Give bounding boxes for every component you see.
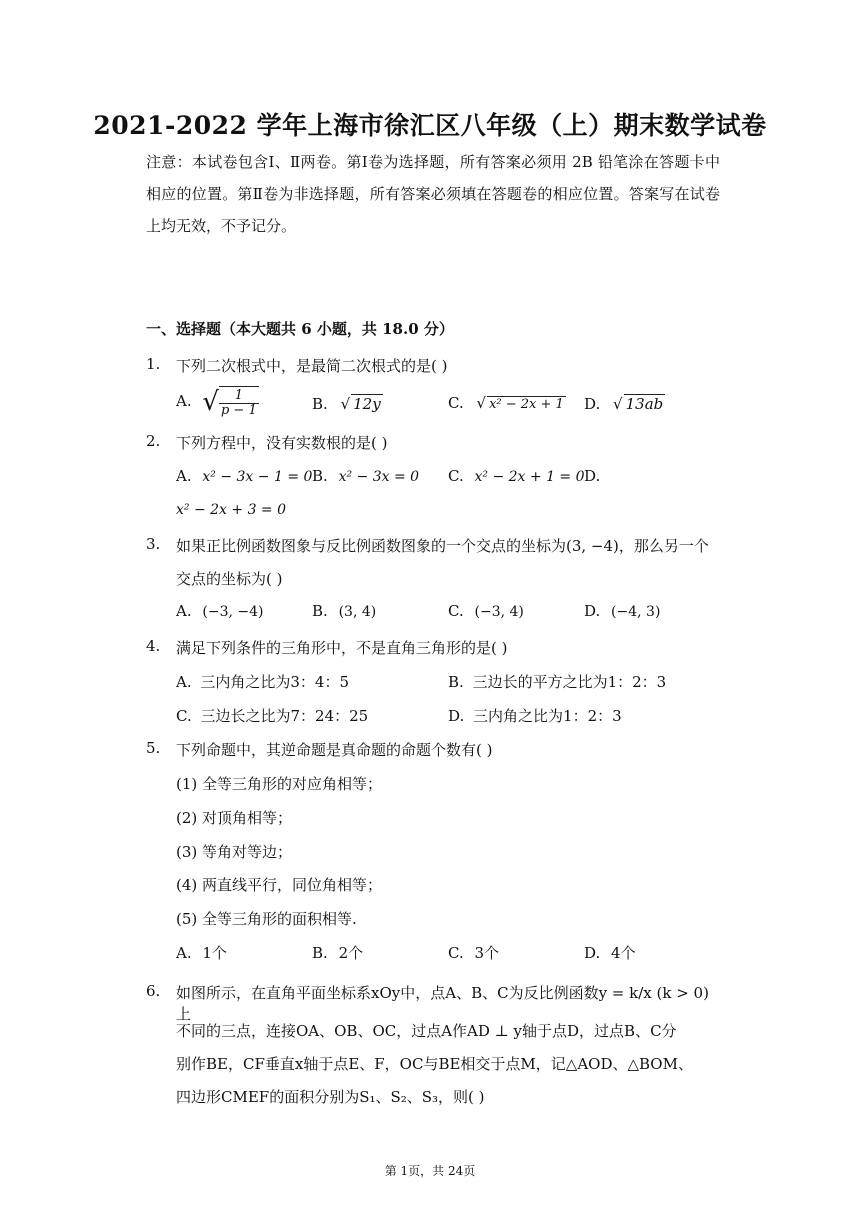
option-c[interactable] <box>448 394 566 412</box>
question-text-line: 四边形CMEF的面积分别为S₁、S₂、S₃，则( ) <box>176 1088 485 1106</box>
radicand: 12y <box>353 395 381 413</box>
option-label: B. <box>312 602 328 620</box>
proposition-item: (2) 对顶角相等； <box>176 809 293 827</box>
option-label: D. <box>584 395 601 413</box>
option-label: D. <box>448 707 465 725</box>
radicand: 13ab <box>625 395 664 413</box>
page-footer: 第 1页，共 24页 <box>384 1164 476 1178</box>
option-body: (−3, 4) <box>474 604 524 620</box>
question-text: 下列命题中，其逆命题是真命题的命题个数有( ) <box>176 741 493 759</box>
option-body: 4个 <box>611 944 636 962</box>
question-number: 5. <box>146 739 161 757</box>
option-label: D. <box>584 602 601 620</box>
option-label: B. <box>312 395 328 413</box>
option-body: x² − 2x + 1 = 0 <box>474 469 585 485</box>
option-body: 三内角之比为1：2：3 <box>473 707 622 725</box>
option-body: (3, 4) <box>338 604 377 620</box>
option-d[interactable] <box>584 394 665 413</box>
fraction-numerator: 1 <box>219 389 259 404</box>
question-text-line1: 如果正比例函数图象与反比例函数图象的一个交点的坐标为(3, −4)，那么另一个 <box>176 537 709 555</box>
sqrt-sign: √ <box>340 395 351 413</box>
radicand: x² − 2x + 1 <box>489 397 564 412</box>
option-a[interactable] <box>176 942 227 963</box>
sqrt-sign: √ <box>613 395 623 413</box>
option-a[interactable] <box>176 386 259 418</box>
option-b[interactable] <box>448 671 666 692</box>
option-b[interactable] <box>312 942 363 963</box>
option-a[interactable] <box>176 467 312 485</box>
option-label: A. <box>176 467 192 485</box>
option-d[interactable] <box>584 942 636 963</box>
sqrt-sign: √ <box>476 394 487 412</box>
option-body: 1个 <box>202 944 227 962</box>
option-c[interactable] <box>176 705 368 726</box>
option-label: C. <box>448 467 464 485</box>
option-body: 三边长的平方之比为1：2：3 <box>472 673 667 691</box>
option-body: x² − 3x − 1 = 0 <box>202 469 313 485</box>
option-label: C. <box>448 602 464 620</box>
option-body: (−3, −4) <box>202 604 264 620</box>
option-d[interactable] <box>584 467 600 485</box>
option-body: 三内角之比为3：4：5 <box>200 673 350 691</box>
option-body: (−4, 3) <box>611 604 661 620</box>
proposition-item: (1) 全等三角形的对应角相等； <box>176 775 383 793</box>
question-number: 4. <box>146 637 161 655</box>
question-text-line2: 交点的坐标为( ) <box>176 570 283 588</box>
option-b[interactable] <box>312 394 383 413</box>
question-text-line: 如图所示，在直角平面坐标系xOy中，点A、B、C为反比例函数y = k/x (k > 0)上 <box>176 984 709 1023</box>
question-text: 满足下列条件的三角形中，不是直角三角形的是( ) <box>176 639 508 657</box>
option-d[interactable] <box>584 602 660 620</box>
option-label: B. <box>312 467 328 485</box>
question-number: 3. <box>146 535 161 553</box>
option-a[interactable] <box>176 602 264 620</box>
option-a[interactable] <box>176 671 349 692</box>
option-label: A. <box>176 673 192 691</box>
option-label: C. <box>448 944 464 962</box>
option-label: B. <box>312 944 328 962</box>
question-text: 下列二次根式中，是最简二次根式的是( ) <box>176 357 448 375</box>
option-body: 三边长之比为7：24：25 <box>200 707 369 725</box>
notice-paragraph: 注意：本试卷包含Ⅰ、Ⅱ两卷。第Ⅰ卷为选择题，所有答案必须用 2B 铅笔涂在答题卡中相应的位置。第Ⅱ卷为非选择题，所有答案必须填在答题卷的相应位置。答案写在试卷上均无效，不予记分。 <box>146 153 720 235</box>
option-body: x² − 3x = 0 <box>338 469 420 485</box>
question-number: 1. <box>146 355 161 373</box>
option-body: 2个 <box>338 944 364 962</box>
question-text-line: 别作BE，CF垂直x轴于点E、F，OC与BE相交于点M，记△AOD、△BOM、 <box>176 1055 693 1073</box>
proposition-item: (4) 两直线平行，同位角相等； <box>176 876 383 894</box>
option-label: A. <box>176 602 192 620</box>
fraction-denominator: p − 1 <box>220 403 257 418</box>
proposition-item: (3) 等角对等边； <box>176 843 293 861</box>
option-label: B. <box>448 673 464 691</box>
option-body: 3个 <box>474 944 500 962</box>
option-c[interactable] <box>448 602 524 620</box>
option-b[interactable] <box>312 602 376 620</box>
question-number: 6. <box>146 982 161 1000</box>
option-b[interactable] <box>312 467 419 485</box>
option-label: D. <box>584 467 601 485</box>
option-label: C. <box>176 707 192 725</box>
option-label: D. <box>584 944 601 962</box>
fraction <box>219 386 259 418</box>
option-label: A. <box>176 944 192 962</box>
option-label: C. <box>448 394 464 412</box>
proposition-item: (5) 全等三角形的面积相等. <box>176 910 357 928</box>
question-number: 2. <box>146 432 161 450</box>
section-heading: 一、选择题（本大题共 6 小题，共 18.0 分） <box>146 320 454 338</box>
sqrt-sign: √ <box>202 387 219 417</box>
question-text: 下列方程中，没有实数根的是( ) <box>176 434 388 452</box>
question-text-line: 不同的三点，连接OA、OB、OC，过点A作AD ⊥ y轴于点D，过点B、C分 <box>176 1022 677 1040</box>
option-c[interactable] <box>448 942 499 963</box>
option-d[interactable] <box>448 705 622 726</box>
page-title: 2021-2022 学年上海市徐汇区八年级（上）期末数学试卷 <box>93 111 767 140</box>
option-d-body: x² − 2x + 3 = 0 <box>176 502 287 518</box>
option-label: A. <box>176 392 192 410</box>
option-c[interactable] <box>448 467 585 485</box>
